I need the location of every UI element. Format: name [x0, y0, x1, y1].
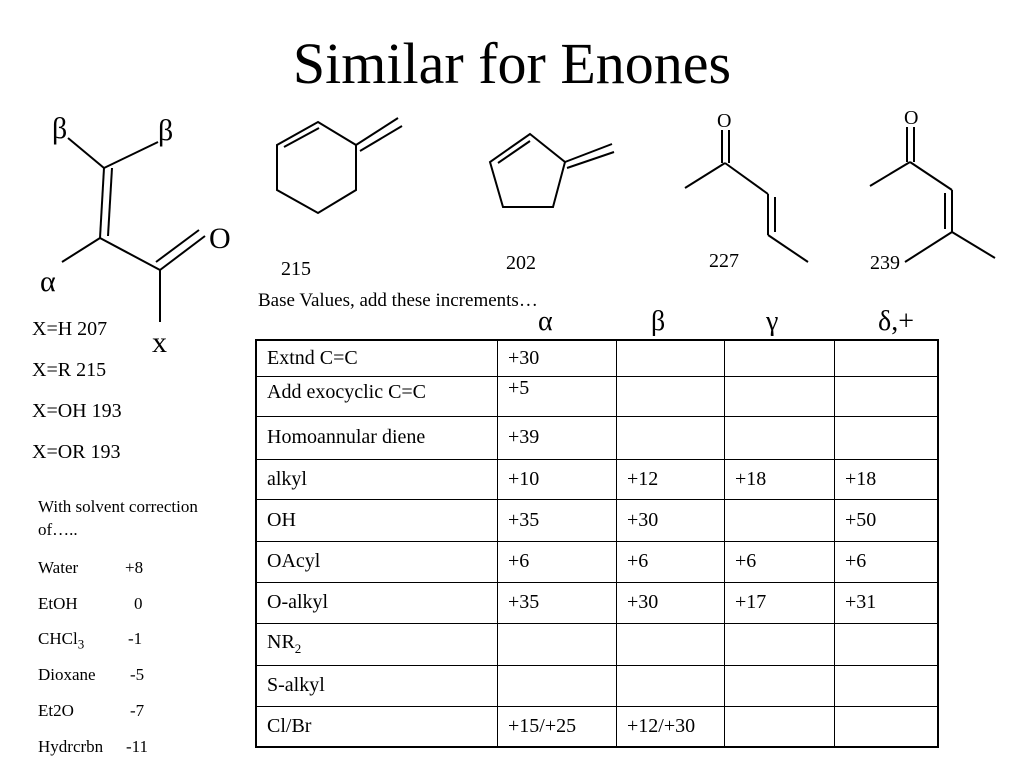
cell-alpha: +30: [498, 340, 617, 376]
cell-alpha: [498, 665, 617, 706]
solvent-value: -7: [130, 701, 145, 720]
table-row: [256, 623, 938, 665]
methylenecyclopentene-structure: [490, 134, 614, 207]
cell-gamma: +18: [725, 459, 835, 499]
cell-gamma: +6: [725, 541, 835, 582]
solvent-value: 0: [134, 594, 143, 613]
cell-delta: [835, 340, 939, 376]
table-row: [256, 665, 938, 706]
column-header-delta: δ,+: [878, 306, 914, 337]
row-label: S-alkyl: [256, 665, 498, 706]
table-row: [256, 582, 938, 623]
cell-delta: +6: [835, 541, 939, 582]
cell-beta: +30: [617, 582, 725, 623]
cell-alpha: +35: [498, 582, 617, 623]
column-header-gamma: γ: [766, 306, 779, 337]
cell-gamma: +17: [725, 582, 835, 623]
base-value-227: 227: [709, 250, 739, 272]
cell-beta: [617, 623, 725, 665]
base-value-215: 215: [281, 258, 311, 280]
cell-gamma: [725, 623, 835, 665]
solvent-name: Water: [38, 558, 79, 577]
mesityl-oxide-structure: [870, 107, 995, 262]
table-row: [256, 541, 938, 582]
row-label: OH: [256, 499, 498, 541]
x-value-r: X=R 215: [32, 359, 107, 381]
solvent-name: EtOH: [38, 594, 78, 613]
x-label: x: [152, 326, 167, 359]
solvent-name: CHCl$_3$: [38, 629, 85, 652]
cell-beta: [617, 376, 725, 416]
base-values-heading: Base Values, add these increments…: [258, 290, 538, 311]
cell-beta: [617, 416, 725, 459]
cell-beta: +30: [617, 499, 725, 541]
column-header-beta: β: [651, 306, 666, 337]
alpha-label: α: [40, 265, 56, 298]
row-label: OAcyl: [256, 541, 498, 582]
base-value-239: 239: [870, 252, 900, 274]
cell-delta: +31: [835, 582, 939, 623]
solvent-name: Dioxane: [38, 665, 96, 684]
cell-beta: +12/+30: [617, 706, 725, 747]
row-label: O-alkyl: [256, 582, 498, 623]
row-label: alkyl: [256, 459, 498, 499]
table-row: [256, 340, 938, 376]
cell-delta: [835, 706, 939, 747]
cell-gamma: [725, 416, 835, 459]
cell-delta: [835, 623, 939, 665]
table-row: [256, 376, 938, 416]
row-label: Add exocyclic C=C: [256, 376, 498, 416]
pentenone-structure: [685, 110, 808, 262]
solvent-heading-2: of…..: [38, 520, 78, 539]
cell-alpha: +6: [498, 541, 617, 582]
table-row: [256, 416, 938, 459]
solvent-name: Et2O: [38, 701, 74, 720]
row-label: $NR_2$: [256, 623, 498, 665]
solvent-heading-1: With solvent correction: [38, 497, 198, 516]
cell-delta: +18: [835, 459, 939, 499]
beta-right-label: β: [158, 114, 174, 147]
solvent-name: Hydrcrbn: [38, 737, 104, 756]
slide-title: Similar for Enones: [292, 31, 732, 96]
row-label: Homoannular diene: [256, 416, 498, 459]
cell-delta: [835, 376, 939, 416]
oxygen-label: O: [209, 222, 231, 255]
table-row: [256, 706, 938, 747]
cell-alpha: +5: [498, 376, 617, 416]
row-label: Cl/Br: [256, 706, 498, 747]
table-row: [256, 499, 938, 541]
row-label: Extnd C=C: [256, 340, 498, 376]
pentenone-oxygen: O: [717, 110, 732, 132]
solvent-value: +8: [125, 558, 144, 577]
cell-gamma: [725, 706, 835, 747]
increments-table: [255, 339, 939, 748]
methylenecyclohexene-structure: [277, 118, 402, 213]
cell-gamma: [725, 340, 835, 376]
column-header-alpha: α: [538, 306, 553, 337]
x-value-oh: X=OH 193: [32, 400, 122, 422]
cell-gamma: [725, 376, 835, 416]
cell-alpha: +35: [498, 499, 617, 541]
x-value-or: X=OR 193: [32, 441, 121, 463]
solvent-value: -5: [130, 665, 145, 684]
cell-gamma: [725, 665, 835, 706]
beta-left-label: β: [52, 112, 68, 145]
base-value-202: 202: [506, 252, 536, 274]
cell-gamma: [725, 499, 835, 541]
solvent-value: -1: [128, 629, 143, 648]
cell-delta: [835, 665, 939, 706]
mesityl-oxide-oxygen: O: [904, 107, 919, 129]
cell-delta: [835, 416, 939, 459]
cell-alpha: [498, 623, 617, 665]
solvent-value: -11: [126, 737, 149, 756]
cell-beta: [617, 665, 725, 706]
x-value-h: X=H 207: [32, 318, 108, 340]
table-row: [256, 459, 938, 499]
cell-beta: [617, 340, 725, 376]
cell-beta: +12: [617, 459, 725, 499]
cell-delta: +50: [835, 499, 939, 541]
cell-alpha: +39: [498, 416, 617, 459]
cell-alpha: +10: [498, 459, 617, 499]
cell-alpha: +15/+25: [498, 706, 617, 747]
cell-beta: +6: [617, 541, 725, 582]
